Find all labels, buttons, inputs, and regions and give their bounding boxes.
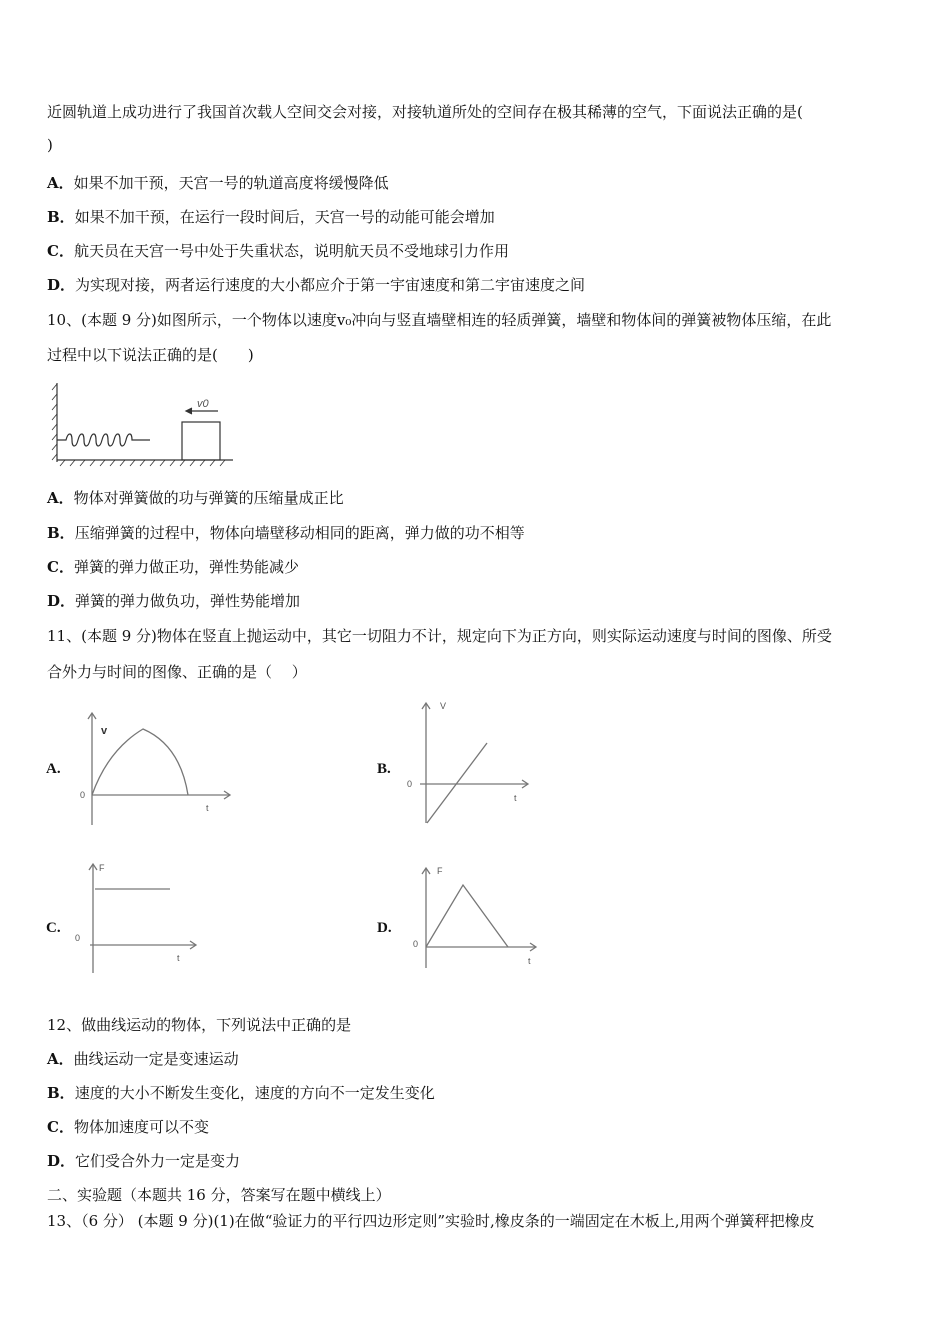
spring xyxy=(57,434,150,446)
option-text: 弹簧的弹力做负功，弹性势能增加 xyxy=(75,592,301,610)
option-key: A． xyxy=(47,1050,74,1068)
option-key: C． xyxy=(47,1118,74,1136)
graph-c-origin: 0 xyxy=(75,933,81,943)
option-key: A． xyxy=(47,174,74,192)
option-text: 压缩弹簧的过程中，物体向墙壁移动相同的距离，弹力做的功不相等 xyxy=(74,524,525,542)
option-text: 航天员在天宫一号中处于失重状态，说明航天员不受地球引力作用 xyxy=(73,242,509,260)
option-key: C． xyxy=(47,242,74,260)
graph-a xyxy=(88,713,230,825)
graph-d xyxy=(422,868,536,968)
q11-stem-2: 合外力与时间的图像、正确的是（ ） xyxy=(47,663,307,681)
graph-d-ylabel: F xyxy=(437,866,443,876)
option-text: 如果不加干预，天宫一号的轨道高度将缓慢降低 xyxy=(73,174,389,192)
graph-d-xlabel: t xyxy=(528,956,531,966)
option-text: 如果不加干预，在运行一段时间后，天宫一号的动能可能会增加 xyxy=(74,208,495,226)
q10-stem-1: 10、(本题 9 分)如图所示，一个物体以速度v₀冲向与竖直墙壁相连的轻质弹簧，墙壁和物体间的弹簧被物体压缩，在此 xyxy=(47,311,832,329)
option-key: D． xyxy=(47,1152,76,1170)
graph-c-xlabel: t xyxy=(177,953,180,963)
option-key: A． xyxy=(47,489,74,507)
graph-b xyxy=(420,703,528,823)
option-text: 物体对弹簧做的功与弹簧的压缩量成正比 xyxy=(73,489,344,507)
section-heading: 二、实验题（本题共 16 分，答案写在题中横线上） xyxy=(47,1186,391,1204)
option-key: B． xyxy=(47,208,75,226)
graph-d-key: D. xyxy=(377,920,392,936)
ground-hatch xyxy=(60,460,225,466)
option-key: B． xyxy=(47,1084,75,1102)
option-key: C． xyxy=(47,558,74,576)
block xyxy=(182,422,220,460)
option-text: 物体加速度可以不变 xyxy=(73,1118,209,1136)
q12-option-d xyxy=(47,1151,240,1171)
graph-b-ylabel: V xyxy=(440,701,447,711)
option-text: 速度的大小不断发生变化，速度的方向不一定发生变化 xyxy=(74,1084,435,1102)
graph-b-origin: 0 xyxy=(407,779,413,789)
q10-stem-2: 过程中以下说法正确的是( ) xyxy=(47,346,254,364)
q12-stem: 12、做曲线运动的物体，下列说法中正确的是 xyxy=(47,1016,352,1034)
wall-hatch xyxy=(52,384,57,460)
graph-c-key: C. xyxy=(46,920,61,936)
q12-option-a xyxy=(47,1049,239,1069)
option-key: B． xyxy=(47,524,75,542)
spring-wall-figure xyxy=(52,383,233,466)
graph-c xyxy=(89,864,196,973)
graph-a-ylabel: v xyxy=(101,725,108,737)
q10-option-b xyxy=(47,523,525,543)
q12-option-c xyxy=(47,1117,209,1137)
option-text: 它们受合外力一定是变力 xyxy=(75,1152,241,1170)
q10-option-d xyxy=(47,591,300,611)
q9-stem: 近圆轨道上成功进行了我国首次载人空间交会对接，对接轨道所处的空间存在极其稀薄的空气，下面说法正确的是( xyxy=(47,103,803,121)
q9-stem-close: ) xyxy=(47,136,53,154)
q13-stem: 13、（6 分） (本题 9 分)(1)在做“验证力的平行四边形定则”实验时,橡皮条的一端固定在木板上,用两个弹簧秤把橡皮 xyxy=(47,1212,815,1230)
graph-a-key: A. xyxy=(46,761,61,777)
option-text: 弹簧的弹力做正功，弹性势能减少 xyxy=(73,558,299,576)
q10-option-c xyxy=(47,557,299,577)
graph-a-xlabel: t xyxy=(206,803,209,813)
q10-option-a xyxy=(47,488,344,508)
q11-stem-1: 11、(本题 9 分)物体在竖直上抛运动中，其它一切阻力不计，规定向下为正方向，则实际运动速度与时间的图像、所受 xyxy=(47,627,832,645)
graph-d-origin: 0 xyxy=(413,939,419,949)
option-text: 为实现对接，两者运行速度的大小都应介于第一宇宙速度和第二宇宙速度之间 xyxy=(75,276,586,294)
graph-a-origin: 0 xyxy=(80,790,86,800)
graph-c-ylabel: F xyxy=(99,863,105,873)
v0-label: v0 xyxy=(197,398,209,410)
option-key: D． xyxy=(47,276,76,294)
q12-option-b xyxy=(47,1083,435,1103)
graph-b-key: B. xyxy=(377,761,391,777)
option-key: D． xyxy=(47,592,76,610)
graph-b-xlabel: t xyxy=(514,793,517,803)
option-text: 曲线运动一定是变速运动 xyxy=(73,1050,239,1068)
